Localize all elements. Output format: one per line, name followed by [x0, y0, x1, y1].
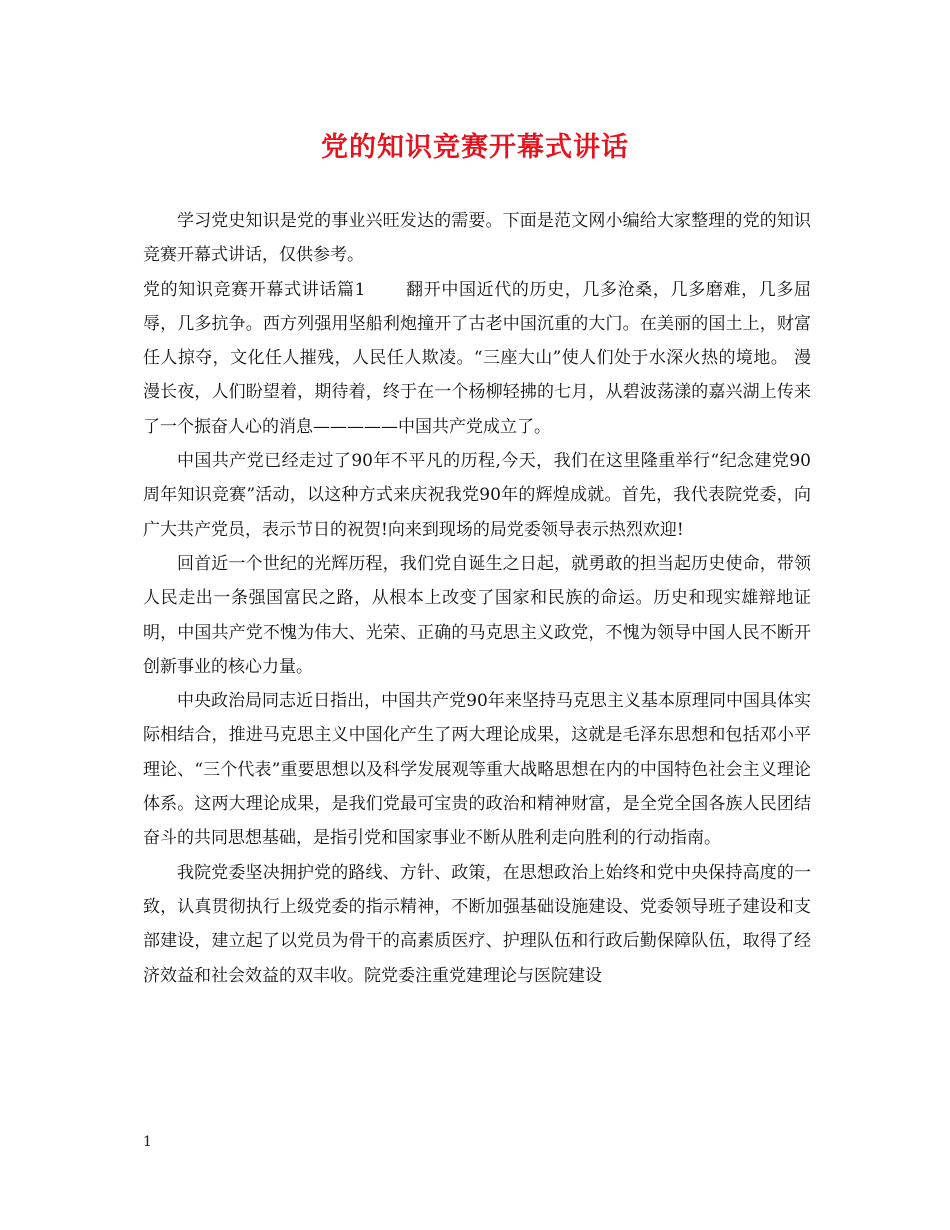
paragraph-text: 翻开中国近代的历史，几多沧桑，几多磨难，几多屈辱，几多抗争。西方列强用坚船利炮撞开了古老中国沉重的大门。在美丽的国土上，财富任人掠夺，文化任人摧残，人民任人欺凌。“三座大山”使人们处于水深火热的境地。 漫漫长夜，人们盼望着，期待着，终于在一个杨柳轻拂的七月，从碧波荡漾的嘉兴湖上传来了一个振奋人心的消息—————中国共产党成立了。	[143, 279, 811, 437]
paragraph: 回首近一个世纪的光辉历程，我们党自诞生之日起，就勇敢的担当起历史使命，带领人民走出一条强国富民之路，从根本上改变了国家和民族的命运。历史和现实雄辩地证明，中国共产党不愧为伟大、光荣、正确的马克思主义政党，不愧为领导中国人民不断开创新事业的核心力量。	[143, 553, 811, 677]
paragraph: 中国共产党已经走过了90年不平凡的历程,今天，我们在这里隆重举行“纪念建党90周年知识竞赛”活动，以这种方式来庆祝我党90年的辉煌成就。首先，我代表院党委，向广大共产党员，表示节日的祝贺!向来到现场的局党委领导表示热烈欢迎!	[143, 451, 811, 540]
paragraph: 我院党委坚决拥护党的路线、方针、政策，在思想政治上始终和党中央保持高度的一致，认真贯彻执行上级党委的指示精神，不断加强基础设施建设、党委领导班子建设和支部建设，建立起了以党员为骨干的高素质医疗、护理队伍和行政后勤保障队伍，取得了经济效益和社会效益的双丰收。院党委注重党建理论与医院建设	[143, 862, 811, 986]
section-heading: 党的知识竞赛开幕式讲话篇1	[143, 279, 366, 300]
paragraph: 中央政治局同志近日指出，中国共产党90年来坚持马克思主义基本原理同中国具体实际相结合，推进马克思主义中国化产生了两大理论成果，这就是毛泽东思想和包括邓小平理论、“三个代表”重要思想以及科学发展观等重大战略思想在内的中国特色社会主义理论体系。这两大理论成果，是我们党最可宝贵的政治和精神财富，是全党全国各族人民团结奋斗的共同思想基础，是指引党和国家事业不断从胜利走向胜利的行动指南。	[143, 691, 811, 849]
section-paragraph-1	[143, 273, 811, 444]
page-number: 1	[143, 1134, 152, 1150]
intro-paragraph: 学习党史知识是党的事业兴旺发达的需要。下面是范文网小编给大家整理的党的知识竞赛开幕式讲话，仅供参考。	[143, 211, 811, 266]
document-title: 党的知识竞赛开幕式讲话	[321, 132, 629, 163]
document-body	[143, 204, 811, 993]
